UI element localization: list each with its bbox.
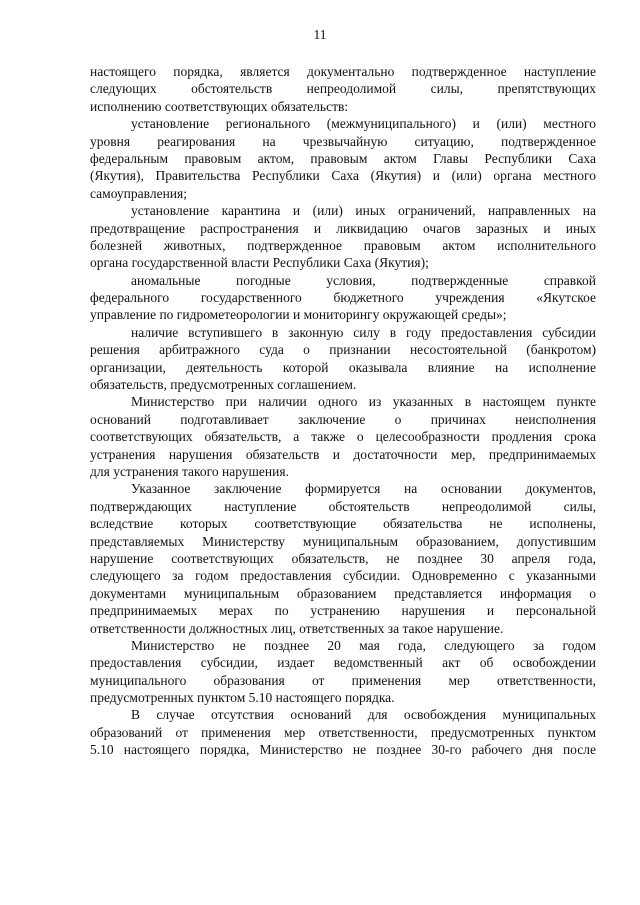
text-line: федерального государственного бюджетного учреждения «Якутское [90, 290, 596, 306]
text-line: оснований подготавливает заключение о причинах неисполнения [90, 411, 596, 427]
text-line: вследствие которых соответствующие обязательства не исполнены, [90, 516, 596, 532]
text-line: соответствующих обязательств, а также о целесообразности продления срока [90, 429, 596, 445]
text-line: предоставления субсидии, издает ведомственный акт об освобождении [90, 655, 596, 671]
text-line: федеральным правовым актом, правовым актом Главы Республики Саха [90, 150, 596, 166]
text-line: (Якутия), Правительства Республики Саха (Якутия) и (или) органа местного [90, 168, 596, 184]
text-line: болезней животных, подтвержденное правовым актом исполнительного [90, 237, 596, 253]
text-line: В случае отсутствия оснований для освобождения муниципальных [131, 707, 596, 723]
text-line: ответственности должностных лиц, ответственных за такое нарушение. [90, 620, 504, 636]
text-line: уровня реагирования на чрезвычайную ситуацию, подтвержденное [90, 133, 596, 149]
text-line: документами муниципальным образованием представляется информация о [90, 585, 596, 601]
document-body [90, 63, 596, 759]
text-line: установление карантина и (или) иных ограничений, направленных на [131, 203, 596, 219]
text-line: предотвращение распространения и ликвидацию очагов заразных и иных [90, 220, 596, 236]
paragraph-no-grounds [90, 706, 596, 758]
text-line: устранения нарушения обязательств и достаточности мер, предпринимаемых [90, 446, 596, 462]
text-line: самоуправления; [90, 185, 187, 201]
text-line: организации, деятельность которой оказывала влияние на исполнение [90, 359, 596, 375]
text-line: Министерство не позднее 20 мая года, следующего за годом [131, 637, 596, 653]
text-line: нарушение соответствующих обязательств, не позднее 30 апреля года, [90, 550, 596, 566]
paragraph-exemption-act [90, 637, 596, 707]
text-line: Указанное заключение формируется на основании документов, [131, 481, 596, 497]
text-line: подтверждающих наступление обстоятельств непреодолимой силы, [90, 498, 596, 514]
text-line: установление регионального (межмуниципального) и (или) местного [131, 116, 596, 132]
paragraph-ministry-conclusion [90, 393, 596, 480]
text-line: исполнению соответствующих обязательств: [90, 98, 349, 114]
paragraph-bankruptcy [90, 324, 596, 394]
paragraph-emergency [90, 115, 596, 202]
paragraph-conclusion-basis [90, 480, 596, 637]
text-line: для устранения такого нарушения. [90, 463, 289, 479]
text-line: Министерство при наличии одного из указанных в настоящем пункте [131, 394, 596, 410]
text-line: следующих обстоятельств непреодолимой силы, препятствующих [90, 81, 596, 97]
paragraph-continuation [90, 63, 596, 115]
text-line: представляемых Министерству муниципальным образованием, допустившим [90, 533, 596, 549]
text-line: образований от применения мер ответственности, предусмотренных пунктом [90, 724, 596, 740]
text-line: настоящего порядка, является документально подтвержденное наступление [90, 64, 596, 79]
text-line: органа государственной власти Республики Саха (Якутия); [90, 255, 429, 271]
paragraph-quarantine [90, 202, 596, 272]
text-line: обязательств, предусмотренных соглашением. [90, 377, 357, 393]
page-number: 11 [313, 27, 327, 42]
text-line: следующего за годом предоставления субсидии. Одновременно с указанными [90, 568, 596, 584]
text-line: решения арбитражного суда о признании несостоятельной (банкротом) [90, 342, 596, 358]
text-line: предпринимаемых мерах по устранению нарушения и персональной [90, 603, 596, 619]
text-line: 5.10 настоящего порядка, Министерство не позднее 30-го рабочего дня после [90, 742, 596, 758]
paragraph-weather [90, 272, 596, 324]
text-line: аномальные погодные условия, подтвержденные справкой [131, 272, 596, 288]
text-line: наличие вступившего в законную силу в году предоставления субсидии [131, 324, 596, 340]
text-line: предусмотренных пунктом 5.10 настоящего порядка. [90, 690, 395, 706]
text-line: управление по гидрометеорологии и мониторингу окружающей среды»; [90, 307, 507, 323]
text-line: муниципального образования от применения мер ответственности, [90, 672, 596, 688]
